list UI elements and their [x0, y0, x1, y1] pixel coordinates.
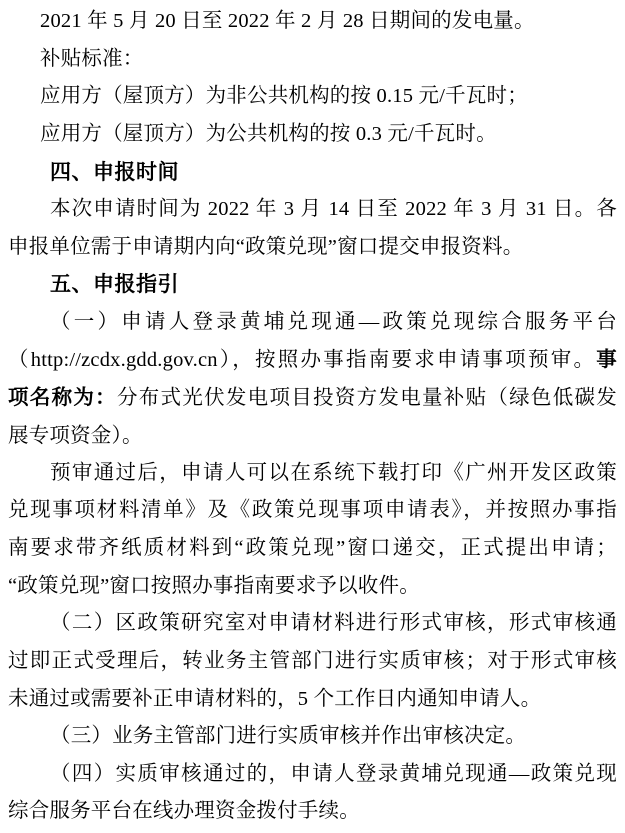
text-line — [8, 304, 617, 342]
text-line — [8, 417, 617, 455]
text-line — [8, 78, 617, 116]
text-line — [8, 530, 617, 568]
text-run: “政策兑现”窗口按照办事指南要求予以收件。 — [8, 574, 420, 597]
section-heading — [8, 154, 617, 192]
text-run: 应用方（屋顶方）为公共机构的按 0.3 元/千瓦时。 — [40, 122, 497, 145]
text-line — [8, 3, 617, 41]
text-run: 补贴标准： — [40, 47, 144, 70]
text-run: 综合服务平台在线办理资金拨付手续。 — [8, 800, 360, 823]
text-run: （http://zcdx.gdd.gov.cn），按照办事指南要求申请事项预审。 — [8, 348, 597, 371]
text-run: （一）申请人登录黄埔兑现通—政策兑现综合服务平台 — [50, 311, 617, 334]
text-line — [8, 191, 617, 229]
text-run: （三）业务主管部门进行实质审核并作出审核决定。 — [50, 725, 527, 748]
text-run: 兑现事项材料清单》及《政策兑现事项申请表》，并按照办事指 — [8, 499, 617, 522]
text-line — [8, 568, 617, 606]
text-run: （二）区政策研究室对申请材料进行形式审核，形式审核通 — [50, 612, 617, 635]
text-line — [8, 718, 617, 756]
text-run: 2021 年 5 月 20 日至 2022 年 2 月 28 日期间的发电量。 — [40, 10, 535, 32]
text-line — [8, 492, 617, 530]
text-line — [8, 116, 617, 154]
bold-text-run: 事 — [596, 348, 617, 371]
bold-text-run: 项名称为： — [8, 387, 117, 410]
text-line — [8, 41, 617, 79]
text-run: 四、申报时间 — [50, 160, 179, 184]
text-run: （四）实质审核通过的，申请人登录黄埔兑现通—政策兑现 — [50, 762, 617, 785]
text-run: 申报单位需于申请期内向“政策兑现”窗口提交申报资料。 — [8, 235, 524, 258]
text-line — [8, 681, 617, 719]
text-run: 应用方（屋顶方）为非公共机构的按 0.15 元/千瓦时； — [40, 85, 528, 108]
text-run: 过即正式受理后，转业务主管部门进行实质审核；对于形式审核 — [8, 649, 617, 672]
text-line — [8, 756, 617, 794]
text-run: 本次申请时间为 2022 年 3 月 14 日至 2022 年 3 月 31 日。各 — [50, 198, 617, 221]
text-line — [8, 379, 617, 417]
text-run: 未通过或需要补正申请材料的，5 个工作日内通知申请人。 — [8, 687, 542, 710]
text-line — [8, 605, 617, 643]
kai-text-run: 展专项资金）。 — [8, 423, 143, 448]
text-run: 南要求带齐纸质材料到“政策兑现”窗口递交，正式提出申请； — [8, 536, 617, 559]
text-line — [8, 229, 617, 267]
kai-text-run: 分布式光伏发电项目投资方发电量补贴（绿色低碳发 — [116, 385, 617, 410]
text-line — [8, 793, 617, 831]
text-run: 预审通过后，申请人可以在系统下载打印《广州开发区政策 — [50, 461, 617, 484]
text-line — [8, 455, 617, 493]
section-heading — [8, 266, 617, 304]
text-line — [8, 342, 617, 380]
text-run: 五、申报指引 — [50, 273, 179, 297]
text-line — [8, 643, 617, 681]
